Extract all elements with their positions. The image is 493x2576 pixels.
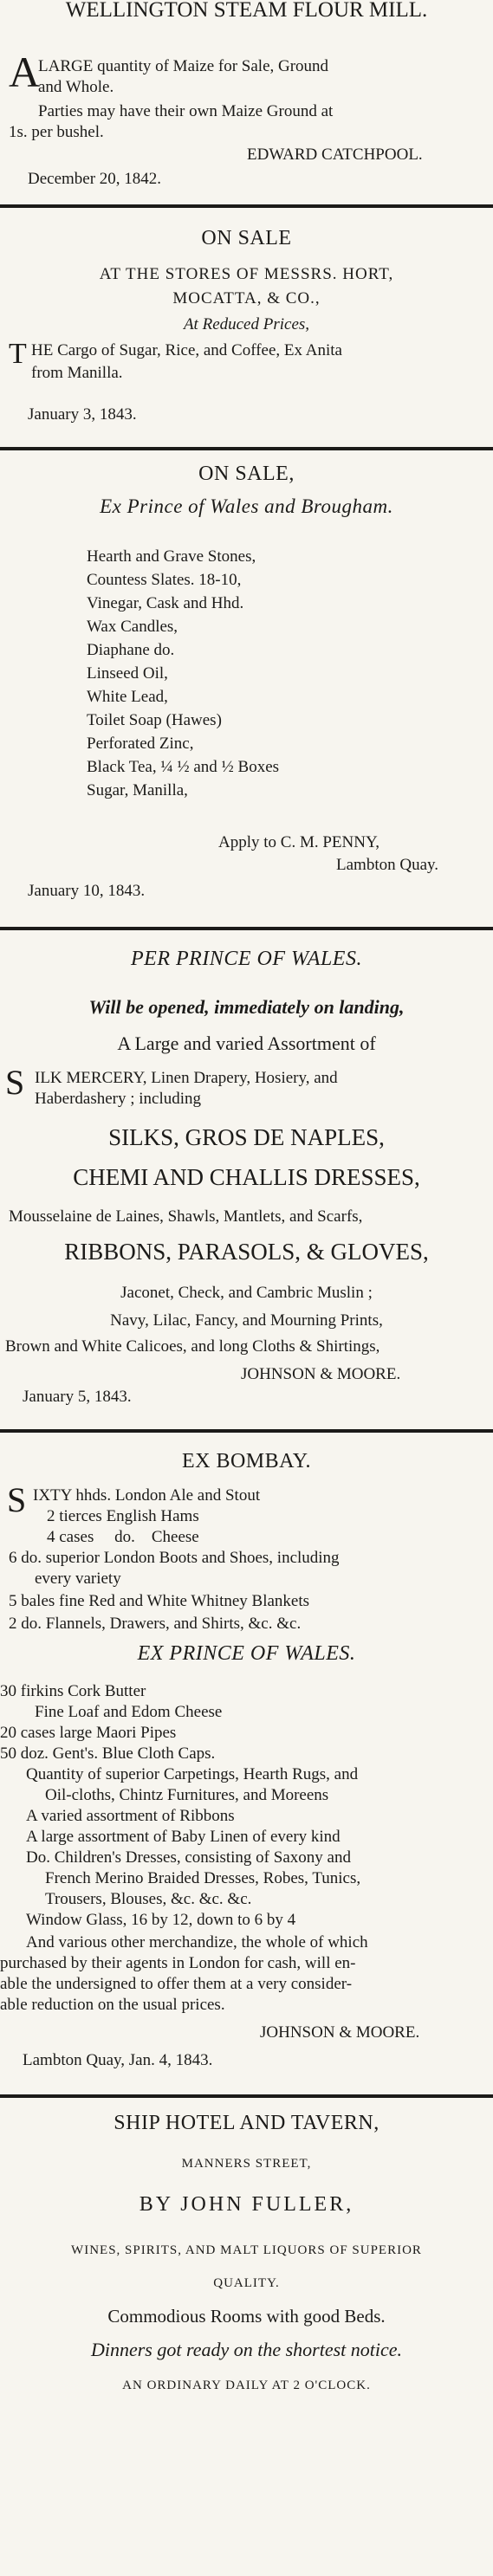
ad3-apply: Apply to C. M. PENNY, (218, 833, 379, 851)
ad5-prince-line: able reduction on the usual prices. (0, 1996, 225, 2014)
ad5-title-bombay: EX BOMBAY. (181, 1450, 312, 1472)
ad5-date: Lambton Quay, Jan. 4, 1843. (23, 2051, 213, 2069)
ad5-prince-line: 50 doz. Gent's. Blue Cloth Caps. (0, 1744, 216, 1763)
ad1-line2: and Whole. (38, 78, 114, 96)
ad3-date: January 10, 1843. (28, 882, 146, 900)
ad5-prince-line: 30 firkins Cork Butter (0, 1682, 146, 1700)
ad4-head1: SILKS, GROS DE NAPLES, (108, 1124, 385, 1150)
ad5-prince-line: able the undersigned to offer them at a very consider- (0, 1975, 353, 1993)
ad2-body1: HE Cargo of Sugar, Rice, and Coffee, Ex Anita (31, 341, 342, 359)
ad5-bombay-line: 5 bales fine Red and White Whitney Blankets (9, 1592, 310, 1610)
ad3-item: Wax Candles, (87, 618, 178, 636)
ad4-line5: Navy, Lilac, Fancy, and Mourning Prints, (110, 1311, 383, 1330)
ad3-item: Diaphane do. (87, 641, 175, 659)
ad1-drop-initial: A (9, 48, 41, 96)
ad6-rooms: Commodious Rooms with good Beds. (107, 2306, 386, 2327)
ad5-prince-line: French Merino Braided Dresses, Robes, Tunics, (45, 1869, 361, 1887)
ad2-title: ON SALE (201, 227, 292, 249)
ad5-signature: JOHNSON & MOORE. (260, 2023, 420, 2042)
ad1-date: December 20, 1842. (28, 170, 162, 188)
ad5-bombay-line: 4 cases do. Cheese (47, 1528, 199, 1546)
ad6-title: SHIP HOTEL AND TAVERN, (114, 2112, 379, 2134)
ad-divider-rule (0, 447, 493, 450)
ad4-body1: ILK MERCERY, Linen Drapery, Hosiery, and (35, 1069, 338, 1087)
ad4-line6: Brown and White Calicoes, and long Cloths & Shirtings, (5, 1337, 380, 1356)
ad3-item: Hearth and Grave Stones, (87, 547, 256, 566)
ad5-title-prince: EX PRINCE OF WALES. (137, 1642, 356, 1665)
ad4-date: January 5, 1843. (23, 1388, 132, 1406)
ad5-bombay-line: IXTY hhds. London Ale and Stout (33, 1486, 261, 1505)
ad3-item: Toilet Soap (Hawes) (87, 711, 222, 729)
ad4-signature: JOHNSON & MOORE. (241, 1365, 401, 1383)
ad3-address: Lambton Quay. (336, 856, 439, 874)
ad3-item: Linseed Oil, (87, 664, 168, 683)
ad-divider-rule (0, 2094, 493, 2098)
ad6-wines: WINES, SPIRITS, AND MALT LIQUORS OF SUPERIOR (71, 2243, 422, 2257)
ad5-prince-line: Window Glass, 16 by 12, down to 6 by 4 (26, 1911, 296, 1929)
ad5-drop-initial: S (7, 1480, 27, 1519)
ad4-drop-initial: S (5, 1063, 25, 1102)
ad3-item: Sugar, Manilla, (87, 781, 188, 799)
ad5-prince-line: Do. Children's Dresses, consisting of Saxony and (26, 1848, 351, 1867)
ad1-title: WELLINGTON STEAM FLOUR MILL. (65, 0, 428, 22)
ad-divider-rule (0, 1429, 493, 1433)
ad3-title: ON SALE, (198, 463, 295, 485)
ad1-line4: 1s. per bushel. (9, 123, 104, 141)
ad5-bombay-line: 2 tierces English Hams (47, 1507, 199, 1525)
ad2-drop-initial: T (9, 338, 27, 370)
ad5-prince-line: Trousers, Blouses, &c. &c. &c. (45, 1890, 252, 1908)
ad5-prince-line: purchased by their agents in London for cash, will en- (0, 1954, 356, 1972)
ad4-line4: Jaconet, Check, and Cambric Muslin ; (120, 1284, 373, 1302)
ad5-prince-line: And various other merchandize, the whole of which (26, 1933, 368, 1951)
ad5-bombay-line: 6 do. superior London Boots and Shoes, including (9, 1549, 340, 1567)
ad4-title: PER PRINCE OF WALES. (131, 948, 362, 970)
ad4-body2: Haberdashery ; including (35, 1090, 202, 1108)
ad5-bombay-line: every variety (35, 1570, 121, 1588)
ad2-date: January 3, 1843. (28, 405, 137, 424)
ad6-street: MANNERS STREET, (181, 2157, 312, 2171)
ad6-quality: QUALITY. (213, 2276, 280, 2290)
ad3-subtitle: Ex Prince of Wales and Brougham. (100, 495, 393, 517)
ad4-head2: CHEMI AND CHALLIS DRESSES, (73, 1164, 420, 1190)
ad4-line3: Mousselaine de Laines, Shawls, Mantlets, and Scarfs, (9, 1207, 363, 1226)
ad2-line1: AT THE STORES OF MESSRS. HORT, (99, 265, 394, 283)
ad5-prince-line: A varied assortment of Ribbons (26, 1807, 235, 1825)
ad5-prince-line: Oil-cloths, Chintz Furnitures, and Moreens (45, 1786, 329, 1804)
ad5-prince-line: Quantity of superior Carpetings, Hearth Rugs, and (26, 1765, 359, 1783)
ad2-body2: from Manilla. (31, 364, 123, 382)
ad2-line2: MOCATTA, & CO., (172, 289, 321, 307)
ad5-prince-line: 20 cases large Maori Pipes (0, 1724, 177, 1742)
ad2-line3: At Reduced Prices, (183, 315, 310, 333)
ad1-line1: LARGE quantity of Maize for Sale, Ground (38, 57, 329, 75)
ad4-line2: A Large and varied Assortment of (117, 1032, 376, 1054)
ad-divider-rule (0, 204, 493, 208)
ad3-item: Vinegar, Cask and Hhd. (87, 594, 244, 612)
ad4-line1: Will be opened, immediately on landing, (88, 996, 405, 1018)
ad1-signature: EDWARD CATCHPOOL. (247, 146, 423, 164)
ad4-head3: RIBBONS, PARASOLS, & GLOVES, (64, 1239, 429, 1265)
ad6-ordinary: AN ORDINARY DAILY AT 2 O'CLOCK. (122, 2379, 371, 2392)
ad6-proprietor: BY JOHN FULLER, (139, 2193, 354, 2216)
ad-divider-rule (0, 927, 493, 930)
ad3-item: White Lead, (87, 688, 168, 706)
ad1-line3: Parties may have their own Maize Ground at (38, 102, 334, 120)
ad3-item: Black Tea, ¼ ½ and ½ Boxes (87, 758, 280, 776)
ad5-prince-line: Fine Loaf and Edom Cheese (35, 1703, 223, 1721)
ad5-bombay-line: 2 do. Flannels, Drawers, and Shirts, &c. &c. (9, 1615, 302, 1633)
ad3-item: Perforated Zinc, (87, 735, 194, 753)
ad6-dinners: Dinners got ready on the shortest notice. (90, 2339, 403, 2360)
ad3-item: Countess Slates. 18-10, (87, 571, 242, 589)
ad5-prince-line: A large assortment of Baby Linen of every kind (26, 1828, 341, 1846)
